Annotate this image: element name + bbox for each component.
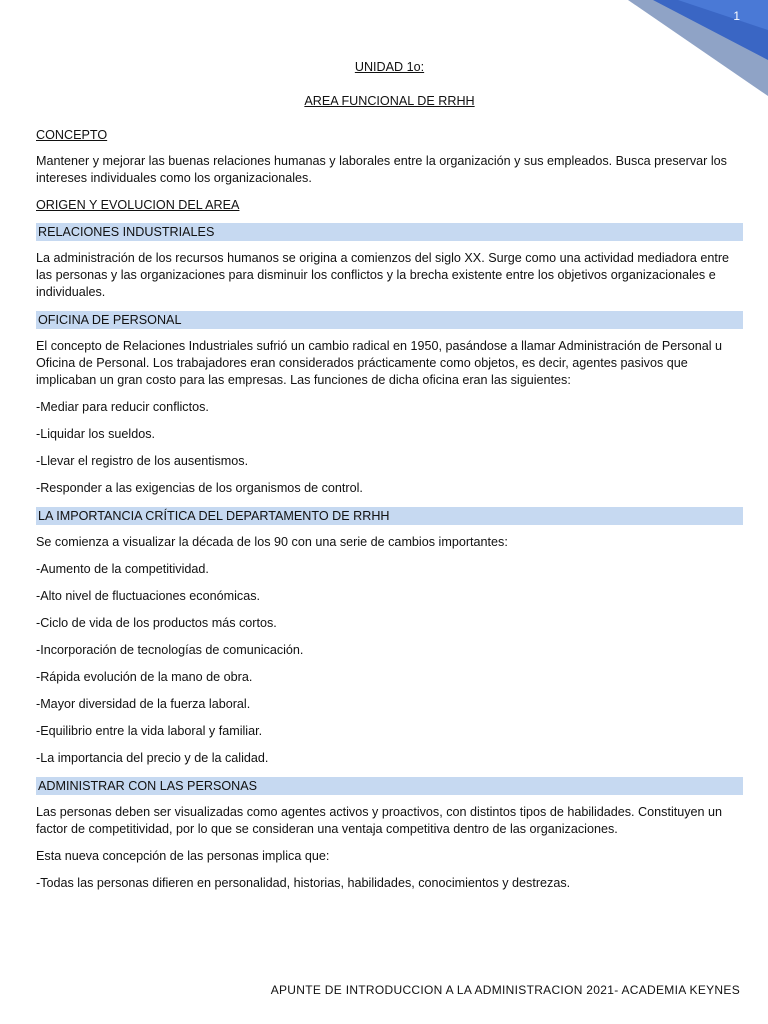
page-number: 1 — [733, 9, 740, 23]
list-item: -Incorporación de tecnologías de comunicación. — [36, 643, 304, 657]
list-item: -Alto nivel de fluctuaciones económicas. — [36, 589, 261, 603]
concepto-paragraph: Mantener y mejorar las buenas relaciones humanas y laborales entre la organización y sus empleados. Busca preservar los intereses individuales como los organizacionales. — [36, 154, 727, 185]
document-body — [36, 59, 743, 902]
importancia-paragraph: Se comienza a visualizar la década de los 90 con una serie de cambios importantes: — [36, 535, 508, 549]
list-item: -Mediar para reducir conflictos. — [36, 400, 209, 414]
origen-heading: ORIGEN Y EVOLUCION DEL AREA — [36, 198, 240, 212]
list-item: -Equilibrio entre la vida laboral y familiar. — [36, 724, 263, 738]
oficina-heading: OFICINA DE PERSONAL — [36, 311, 743, 329]
administrar-heading: ADMINISTRAR CON LAS PERSONAS — [36, 777, 743, 795]
relaciones-heading: RELACIONES INDUSTRIALES — [36, 223, 743, 241]
concepto-heading: CONCEPTO — [36, 128, 108, 142]
list-item: -Liquidar los sueldos. — [36, 427, 156, 441]
unit-title: UNIDAD 1o: — [354, 60, 425, 74]
relaciones-paragraph: La administración de los recursos humanos se origina a comienzos del siglo XX. Surge como una actividad mediadora entre las personas y las organizaciones para disminuir los conflictos y la brecha existente entre los objetivos organizacionales e individuales. — [36, 251, 730, 299]
list-item: -Rápida evolución de la mano de obra. — [36, 670, 253, 684]
list-item: -Todas las personas difieren en personalidad, historias, habilidades, conocimientos y destrezas. — [36, 876, 571, 890]
list-item: -Responder a las exigencias de los organismos de control. — [36, 481, 363, 495]
list-item: -Ciclo de vida de los productos más cortos. — [36, 616, 277, 630]
page-footer: APUNTE DE INTRODUCCION A LA ADMINISTRACION 2021- ACADEMIA KEYNES — [270, 983, 740, 997]
list-item: -Aumento de la competitividad. — [36, 562, 209, 576]
page-title: AREA FUNCIONAL DE RRHH — [304, 94, 475, 108]
importancia-heading: LA IMPORTANCIA CRÍTICA DEL DEPARTAMENTO DE RRHH — [36, 507, 743, 525]
list-item: -Mayor diversidad de la fuerza laboral. — [36, 697, 251, 711]
administrar-paragraph-2: Esta nueva concepción de las personas implica que: — [36, 849, 330, 863]
oficina-paragraph: El concepto de Relaciones Industriales sufrió un cambio radical en 1950, pasándose a llamar Administración de Personal u Oficina de Personal. Los trabajadores eran considerados prácticamente como objetos, es decir, agentes pasivos que implicaban un gran costo para las empresas. Las funciones de dicha oficina eran las siguientes: — [36, 339, 723, 387]
list-item: -Llevar el registro de los ausentismos. — [36, 454, 249, 468]
administrar-paragraph: Las personas deben ser visualizadas como agentes activos y proactivos, con distintos tipos de habilidades. Constituyen un factor de competitividad, por lo que se consideran una ventaja competitiva dentro de las organizaciones. — [36, 805, 723, 836]
list-item: -La importancia del precio y de la calidad. — [36, 751, 269, 765]
